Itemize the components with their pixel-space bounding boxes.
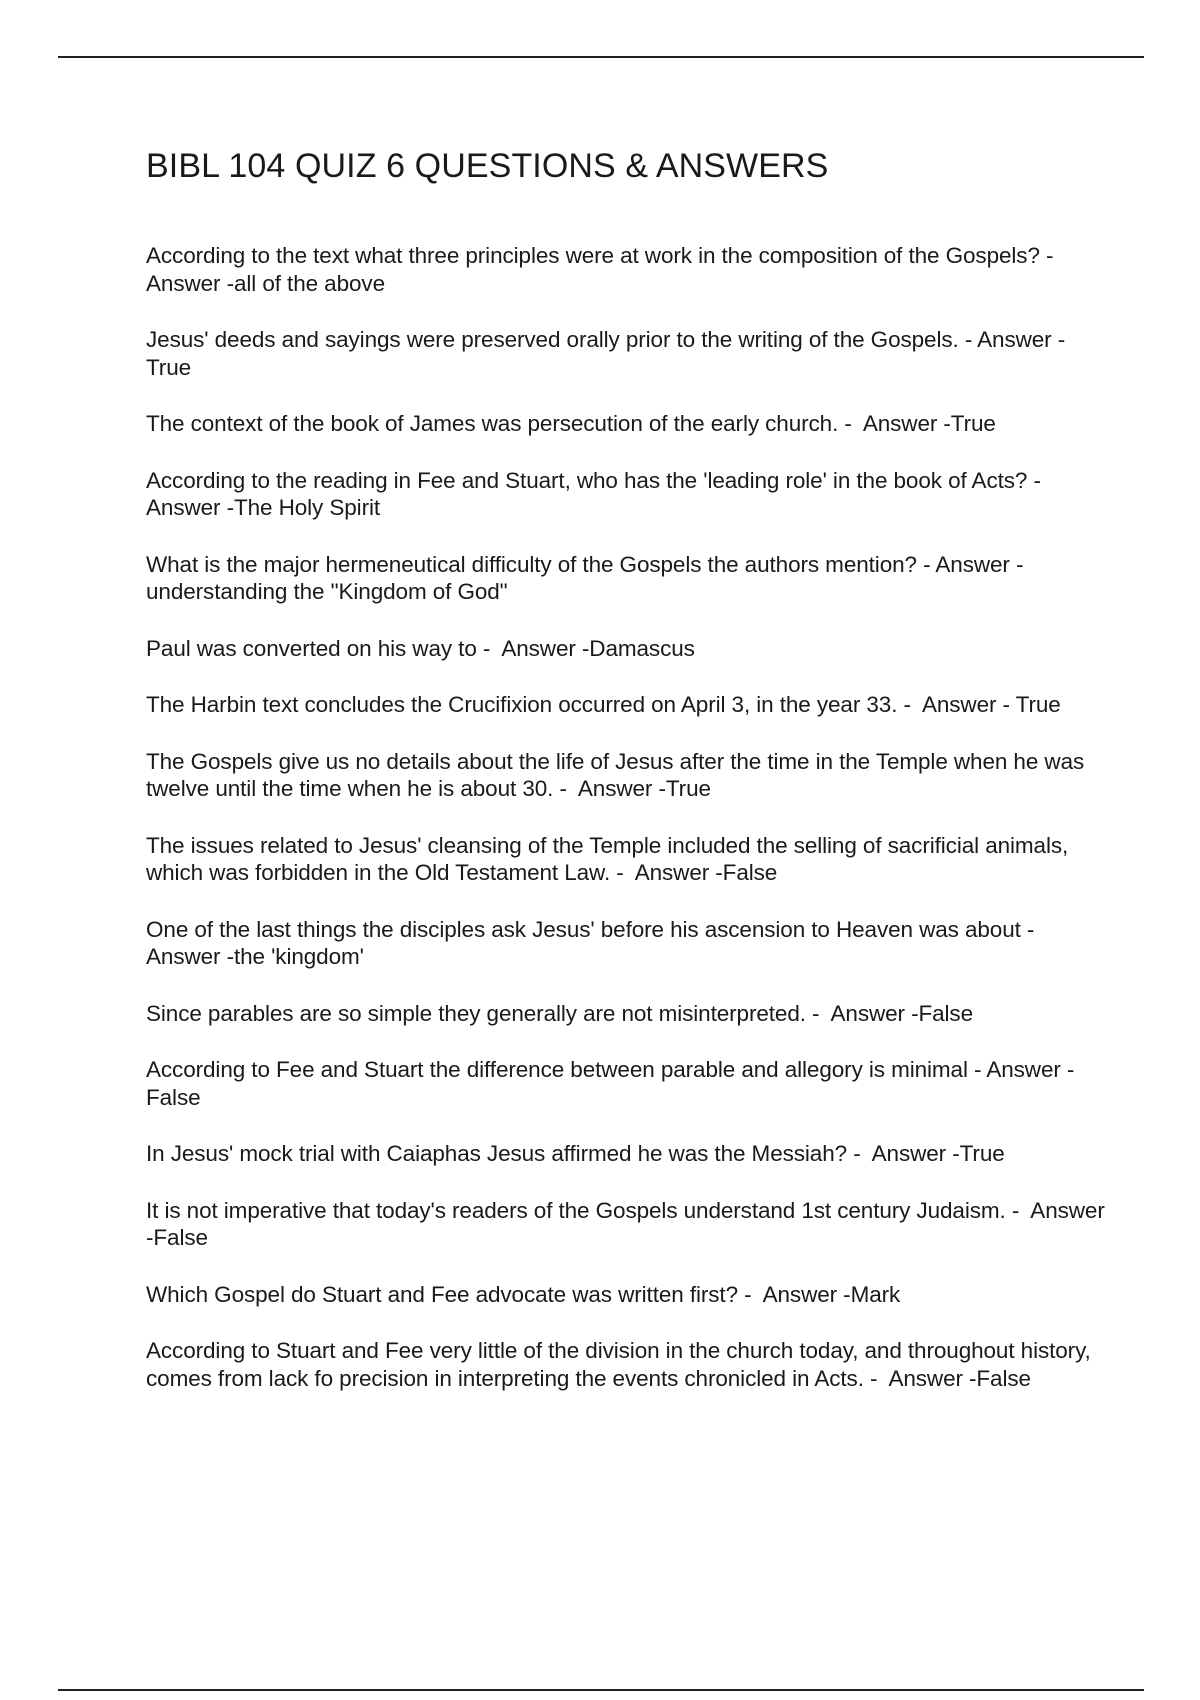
qa-item: In Jesus' mock trial with Caiaphas Jesus affirmed he was the Messiah? - Answer -True <box>146 1141 1005 1166</box>
qa-item: The Gospels give us no details about the life of Jesus after the time in the Temple when he was twelve until the time when he is about 30. - Answer -True <box>146 748 1091 801</box>
qa-item: The context of the book of James was persecution of the early church. - Answer -True <box>146 411 996 436</box>
bottom-divider <box>58 1689 1144 1691</box>
top-divider <box>58 56 1144 58</box>
qa-item: According to Fee and Stuart the difference between parable and allegory is minimal - Answer -False <box>146 1057 1075 1110</box>
qa-item: It is not imperative that today's readers of the Gospels understand 1st century Judaism. - Answer -False <box>146 1197 1111 1250</box>
qa-item: Since parables are so simple they generally are not misinterpreted. - Answer -False <box>146 1000 973 1026</box>
qa-item: According to Stuart and Fee very little of the division in the church today, and throughout history, comes from lack fo precision in interpreting the events chronicled in Acts. - Answer -False <box>146 1338 1097 1391</box>
document-title: BIBL 104 QUIZ 6 QUESTIONS & ANSWERS <box>146 147 829 185</box>
qa-item: The Harbin text concludes the Crucifixion occurred on April 3, in the year 33. - Answer - True <box>146 692 1061 717</box>
qa-item: According to the text what three principles were at work in the composition of the Gospels? - Answer -all of the above <box>146 243 1065 296</box>
qa-item: What is the major hermeneutical difficulty of the Gospels the authors mention? - Answer -understanding the "Kingdom of God" <box>146 551 1024 604</box>
qa-item: One of the last things the disciples ask Jesus' before his ascension to Heaven was about - Answer -the 'kingdom' <box>146 916 1046 969</box>
document-body <box>146 140 1111 1421</box>
qa-item: Which Gospel do Stuart and Fee advocate was written first? - Answer -Mark <box>146 1281 901 1307</box>
qa-list <box>146 242 1111 1392</box>
qa-item: According to the reading in Fee and Stuart, who has the 'leading role' in the book of Acts? - Answer -The Holy Spirit <box>146 467 1052 520</box>
qa-item: Jesus' deeds and sayings were preserved orally prior to the writing of the Gospels. - Answer -True <box>146 327 1066 380</box>
qa-item: Paul was converted on his way to - Answer -Damascus <box>146 635 695 661</box>
qa-item: The issues related to Jesus' cleansing of the Temple included the selling of sacrificial animals, which was forbidden in the Old Testament Law. - Answer -False <box>146 832 1075 885</box>
